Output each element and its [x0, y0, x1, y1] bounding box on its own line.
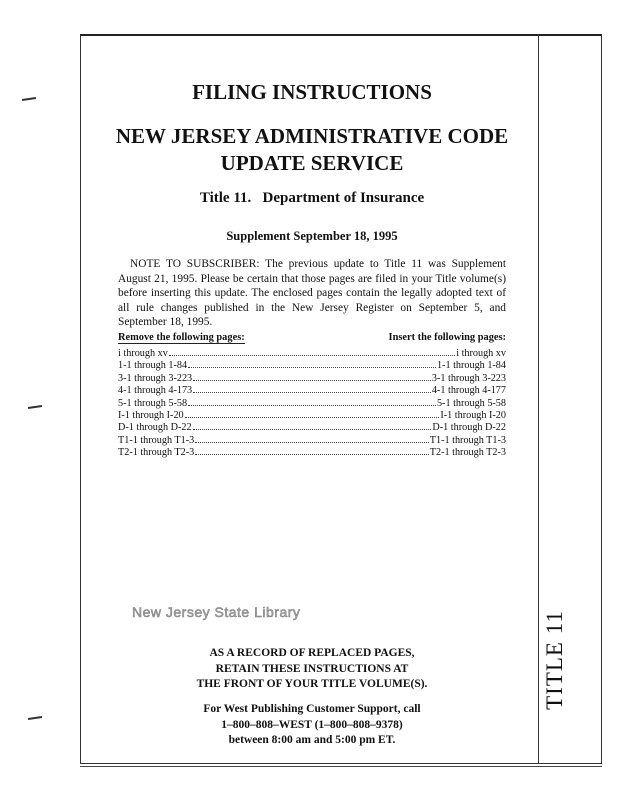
- supplement-date: Supplement September 18, 1995: [226, 229, 398, 243]
- title-tab-label: TITLE 11: [542, 610, 567, 710]
- remove-pages: i through xv: [118, 348, 168, 359]
- library-stamp: New Jersey State Library: [132, 604, 301, 620]
- support-line1: For West Publishing Customer Support, call: [203, 703, 421, 715]
- table-row: [118, 434, 506, 446]
- record-line3: THE FRONT OF YOUR TITLE VOLUME(S).: [196, 678, 428, 690]
- support-hours: between 8:00 am and 5:00 pm ET.: [228, 734, 396, 746]
- record-line1: AS A RECORD OF REPLACED PAGES,: [209, 647, 415, 659]
- dot-leader: [193, 421, 432, 430]
- insert-pages: 3-1 through 3-223: [431, 372, 506, 384]
- record-instructions: [112, 646, 512, 693]
- dot-leader: [195, 446, 429, 455]
- dot-leader: [193, 372, 431, 381]
- punch-mark: [22, 97, 36, 101]
- remove-header: Remove the following pages:: [118, 332, 245, 343]
- page-replacement-table: [118, 332, 506, 459]
- remove-pages: D-1 through D-22: [118, 422, 192, 434]
- insert-pages: 1-1 through 1-84: [436, 360, 506, 372]
- title-department: Title 11. Department of Insurance: [199, 190, 425, 206]
- subscriber-note: NOTE TO SUBSCRIBER: The previous update to Title 11 was Supplement August 21, 1995. Please be certain that those pages are filed in your Title volume(s) before inserting this update. The enclosed pages contain the legally adopted text of all rule changes published in the New Jersey Register on September 5, and September 18, 1995.: [118, 258, 506, 329]
- dot-leader: [195, 434, 429, 443]
- punch-mark: [28, 716, 42, 720]
- table-row: [118, 384, 506, 396]
- insert-pages: T2-1 through T2-3: [429, 447, 506, 459]
- table-row: [118, 359, 506, 371]
- record-line2: RETAIN THESE INSTRUCTIONS AT: [215, 662, 409, 675]
- table-row: [118, 372, 506, 384]
- table-header: [118, 332, 506, 344]
- table-row: [118, 347, 506, 359]
- dot-leader: [188, 397, 436, 406]
- page-frame-bottom-rule: [80, 766, 602, 767]
- dot-leader: [169, 347, 455, 356]
- support-phone: 1–800–808–WEST (1–800–808–9378): [221, 718, 403, 731]
- customer-support: [112, 702, 512, 749]
- remove-pages: I-1 through I-20: [118, 409, 184, 421]
- code-title-line2: UPDATE SERVICE: [220, 151, 404, 175]
- page-title: FILING INSTRUCTIONS: [192, 80, 432, 104]
- remove-pages: T2-1 through T2-3: [118, 447, 195, 459]
- remove-pages: 4-1 through 4-173: [118, 385, 193, 397]
- remove-pages: 5-1 through 5-58: [118, 397, 188, 409]
- table-row: [118, 421, 506, 433]
- punch-mark: [28, 405, 42, 409]
- dot-leader: [185, 409, 440, 418]
- table-row: [118, 409, 506, 421]
- insert-pages: 5-1 through 5-58: [436, 397, 506, 409]
- table-row: [118, 397, 506, 409]
- table-row: [118, 446, 506, 458]
- code-title: [104, 123, 520, 177]
- insert-pages: D-1 through D-22: [432, 422, 506, 434]
- remove-pages: 1-1 through 1-84: [118, 360, 188, 372]
- dot-leader: [188, 359, 436, 368]
- remove-pages: T1-1 through T1-3: [118, 434, 195, 446]
- insert-pages: T1-1 through T1-3: [429, 434, 506, 446]
- dot-leader: [193, 384, 431, 393]
- code-title-line1: NEW JERSEY ADMINISTRATIVE CODE: [115, 124, 509, 148]
- insert-pages: 4-1 through 4-177: [431, 385, 506, 397]
- insert-pages: i through xv: [456, 348, 506, 359]
- insert-header: Insert the following pages:: [388, 332, 506, 343]
- remove-pages: 3-1 through 3-223: [118, 372, 193, 384]
- table-rows: [118, 347, 506, 459]
- insert-pages: I-1 through I-20: [440, 409, 506, 421]
